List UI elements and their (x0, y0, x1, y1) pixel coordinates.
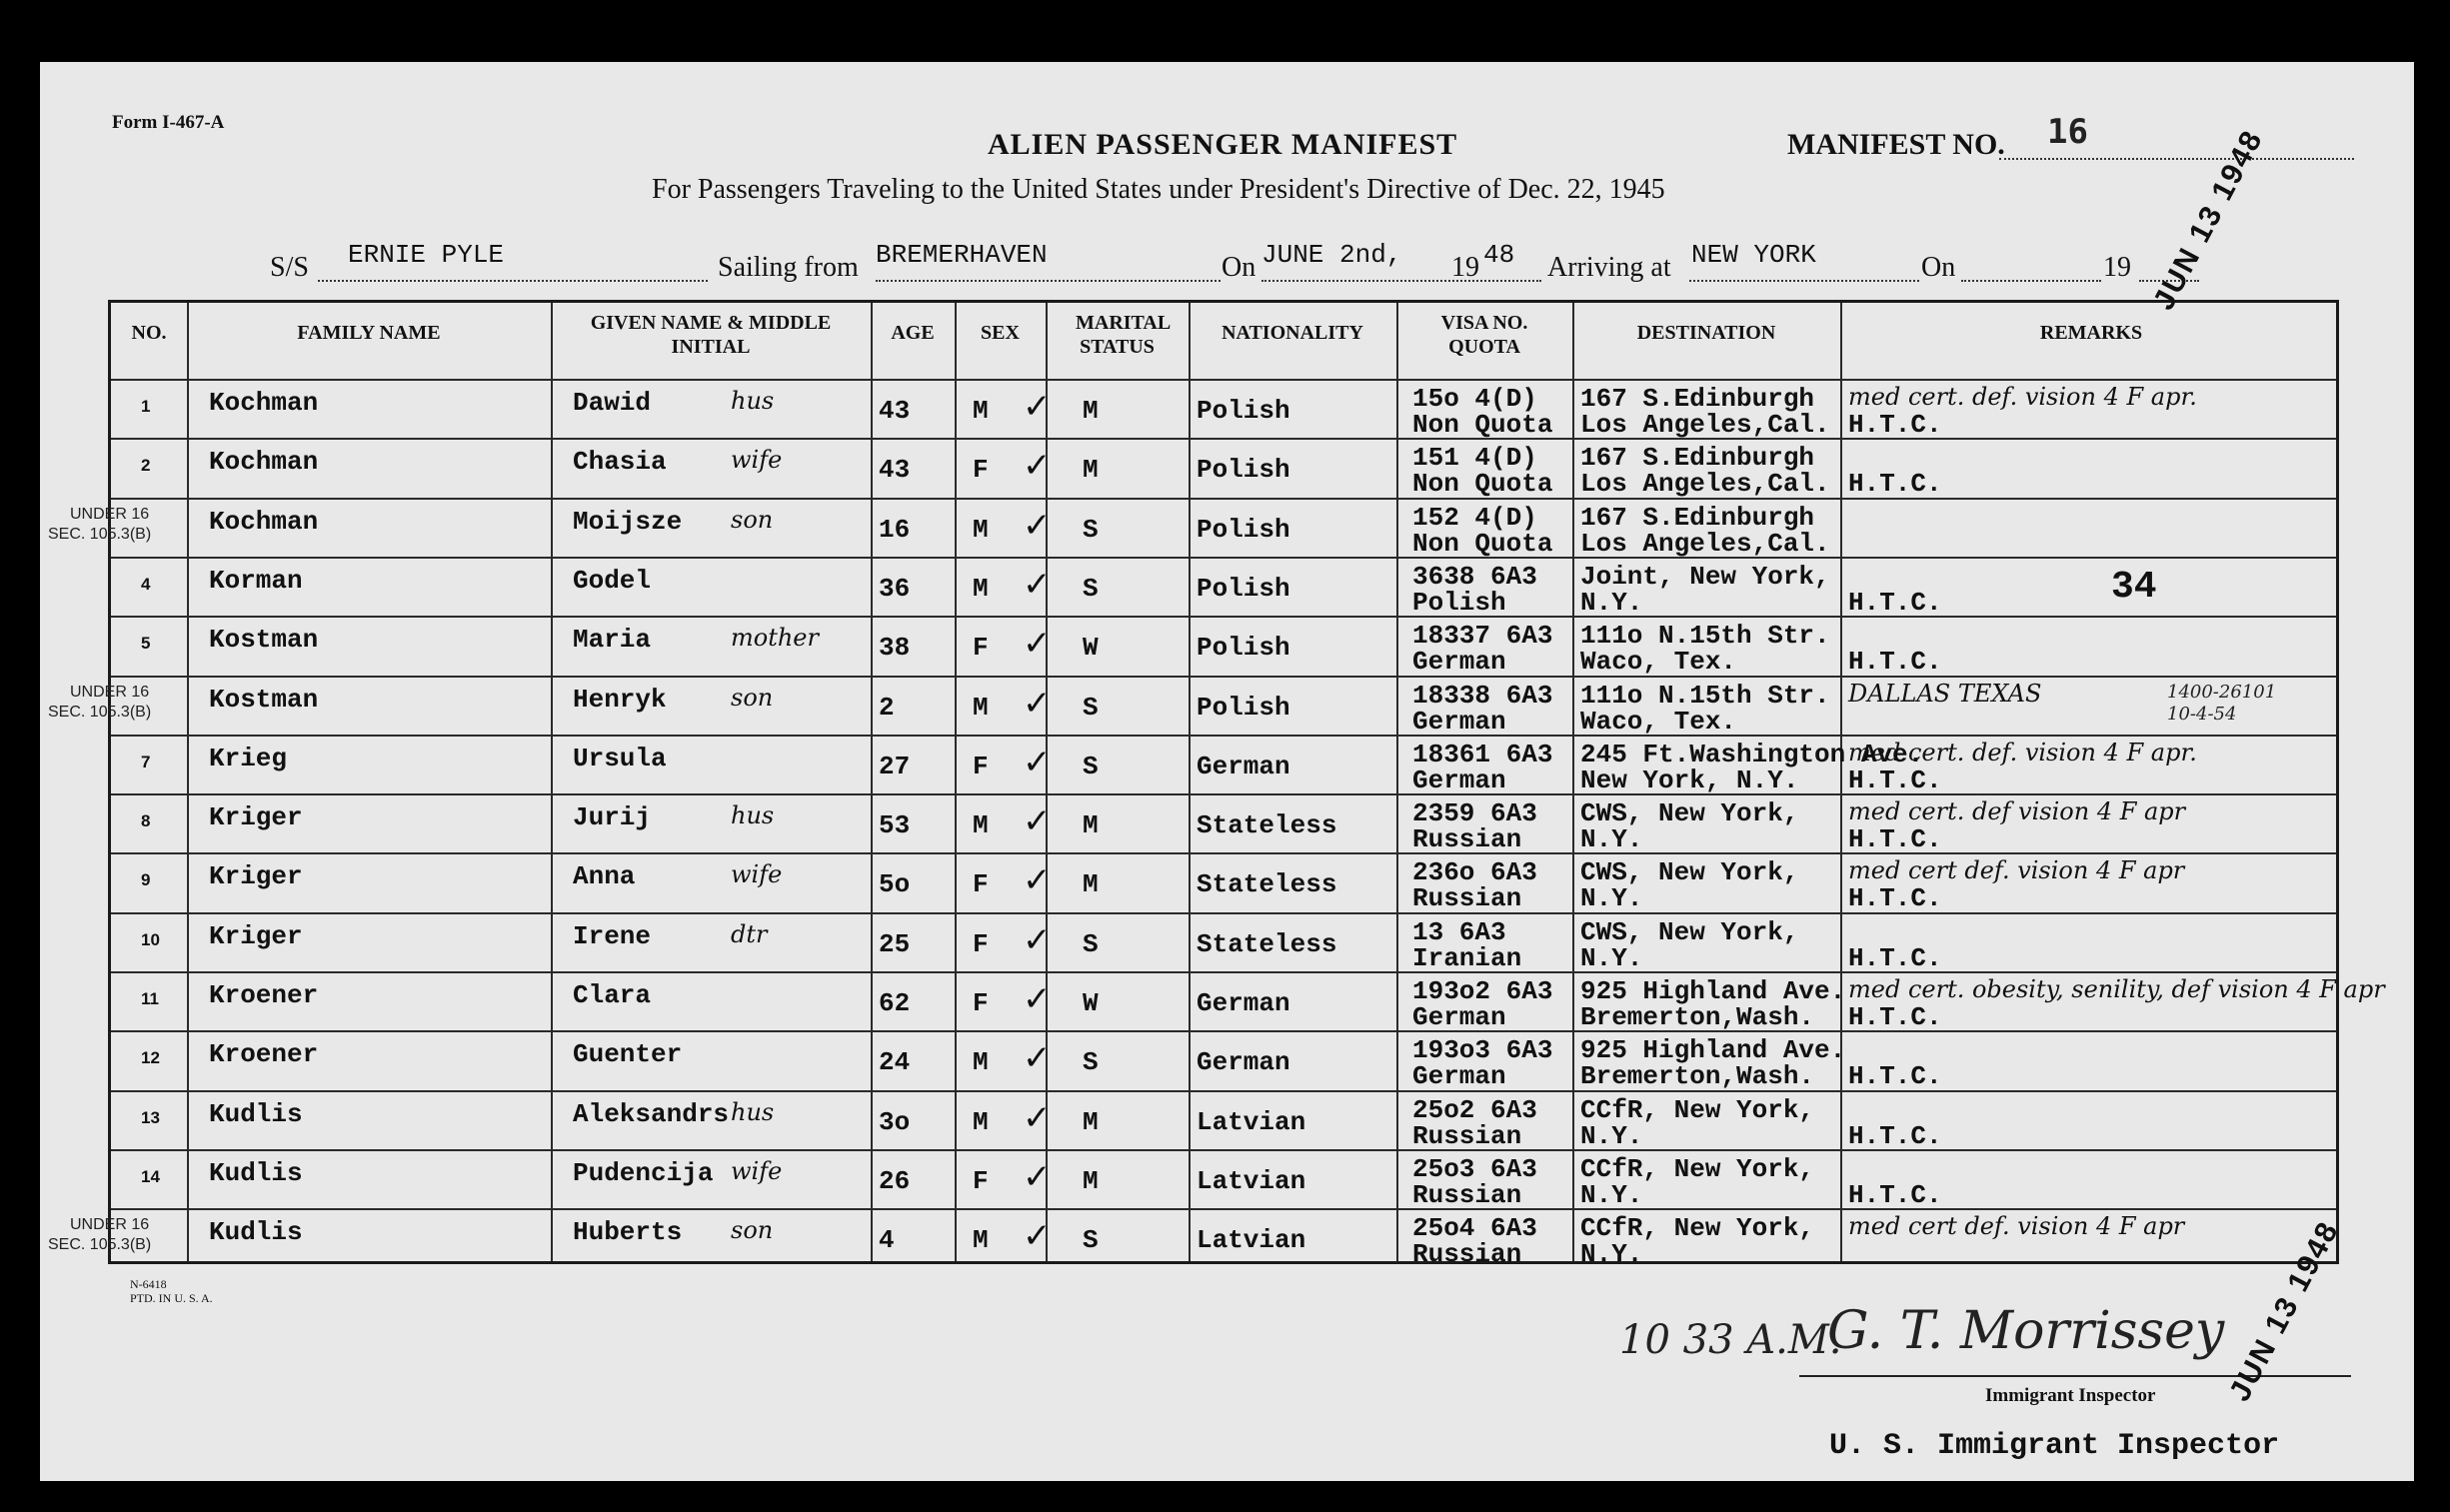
header-family-name: FAMILY NAME (297, 322, 441, 344)
row-rule (111, 793, 2336, 795)
marital-status: S (1083, 1047, 1099, 1078)
header-given-name: GIVEN NAME & MIDDLE INITIAL (590, 312, 832, 358)
row-number: 2 (141, 456, 151, 476)
quota: Polish (1412, 587, 1506, 618)
visa-number: 25o4 6A3 (1412, 1213, 1537, 1244)
age: 4 (879, 1225, 895, 1256)
nationality: Stateless (1197, 869, 1337, 900)
given-name: Chasia (573, 447, 667, 478)
year-suffix: 48 (1483, 240, 1515, 270)
remark-handwritten: med cert. def vision 4 F apr (1848, 797, 2186, 826)
destination-line-1: 925 Highland Ave. (1580, 976, 1846, 1006)
check-mark-icon: ✓ (1023, 564, 1052, 605)
marital-status: M (1083, 810, 1099, 841)
section-label: SEC. 105.3(B) (48, 703, 152, 721)
quota: Russian (1412, 883, 1522, 914)
age: 27 (879, 751, 911, 781)
check-mark-icon: ✓ (1023, 919, 1052, 960)
family-name: Kroener (209, 1039, 319, 1070)
remark-handwritten: DALLAS TEXAS (1848, 679, 2042, 708)
visa-number: 18337 6A3 (1412, 621, 1553, 652)
time-note: 10 33 A.M. (1619, 1317, 1842, 1363)
row-number: 9 (141, 870, 151, 890)
given-name: Anna (573, 861, 636, 892)
destination-line-2: N.Y. (1580, 883, 1643, 914)
family-name: Kudlis (209, 1157, 303, 1188)
nationality: Polish (1197, 514, 1290, 545)
check-mark-icon: ✓ (1023, 742, 1052, 782)
row-rule (111, 912, 2336, 914)
manifest-number: 16 (2047, 112, 2088, 152)
remark-htc: H.T.C. (1848, 1061, 1942, 1092)
age: 43 (879, 396, 911, 426)
relation-note: mother (731, 624, 819, 653)
quota: Non Quota (1412, 528, 1553, 559)
quota: German (1412, 1002, 1506, 1032)
sex: M (973, 1047, 989, 1078)
under-16-note (48, 1215, 151, 1255)
column-rule (871, 303, 873, 1261)
header-rule (111, 379, 2336, 381)
marital-status: W (1083, 988, 1099, 1018)
row-rule (111, 498, 2336, 500)
given-name: Aleksandrs (573, 1098, 730, 1129)
destination-line-2: N.Y. (1580, 1239, 1643, 1270)
nationality: Latvian (1197, 1165, 1306, 1196)
check-mark-icon: ✓ (1023, 505, 1052, 546)
destination-line-2: Bremerton,Wash. (1580, 1061, 1815, 1092)
relation-note: son (731, 683, 774, 712)
destination-line-1: CWS, New York, (1580, 857, 1799, 888)
row-rule (111, 1208, 2336, 1210)
date-stamp-top: JUN 13 1948 (2147, 124, 2270, 316)
relation-note: hus (731, 1097, 775, 1126)
arriving-label: Arriving at (1547, 252, 1671, 283)
family-name: Kochman (209, 388, 319, 418)
destination-line-1: 111o N.15th Str. (1580, 621, 1830, 652)
page-title: ALIEN PASSENGER MANIFEST (988, 128, 1458, 161)
destination-line-2: Bremerton,Wash. (1580, 1002, 1815, 1032)
row-rule (111, 438, 2336, 440)
inspector-typed: U. S. Immigrant Inspector (1829, 1429, 2280, 1463)
quota: German (1412, 706, 1506, 737)
sex: F (973, 928, 989, 959)
age: 5o (879, 869, 911, 900)
age: 3o (879, 1106, 911, 1137)
quota: Russian (1412, 1179, 1522, 1210)
destination-line-1: 925 Highland Ave. (1580, 1035, 1846, 1066)
age: 2 (879, 692, 895, 723)
destination-line-2: Los Angeles,Cal. (1580, 410, 1830, 440)
visa-number: 152 4(D) (1412, 502, 1537, 533)
quota: Russian (1412, 1239, 1522, 1270)
sex: M (973, 1225, 989, 1256)
section-label: SEC. 105.3(B) (48, 525, 152, 543)
under-16-label: UNDER 16 (70, 1216, 150, 1234)
nationality: German (1197, 1047, 1290, 1078)
column-rule (551, 303, 553, 1261)
relation-note: hus (731, 801, 775, 830)
marital-status: S (1083, 928, 1099, 959)
destination-line-1: 245 Ft.Washington Ave. (1580, 739, 1924, 769)
visa-number: 193o2 6A3 (1412, 976, 1553, 1006)
destination-line-1: 167 S.Edinburgh (1580, 502, 1815, 533)
quota: Iranian (1412, 942, 1522, 973)
date-line (1261, 280, 1541, 282)
destination-line-2: Los Angeles,Cal. (1580, 469, 1830, 500)
age: 62 (879, 988, 911, 1018)
family-name: Korman (209, 565, 303, 596)
under-16-note (48, 505, 151, 545)
destination-line-2: New York, N.Y. (1580, 764, 1799, 795)
quota: German (1412, 764, 1506, 795)
visa-number: 18338 6A3 (1412, 680, 1553, 711)
relation-note: wife (731, 1156, 783, 1185)
given-name: Guenter (573, 1039, 683, 1070)
marital-status: S (1083, 692, 1099, 723)
destination-line-1: CWS, New York, (1580, 916, 1799, 947)
ship-line (318, 280, 708, 282)
row-number: 5 (141, 634, 151, 654)
sex: M (973, 514, 989, 545)
on2-label: On (1921, 252, 1956, 283)
sex: M (973, 810, 989, 841)
quota: German (1412, 647, 1506, 678)
row-number: 1 (141, 397, 151, 416)
age: 43 (879, 455, 911, 486)
destination-line-2: N.Y. (1580, 1179, 1643, 1210)
marital-status: M (1083, 1106, 1099, 1137)
inspector-signature: G. T. Morrissey (1827, 1301, 2225, 1361)
under-16-label: UNDER 16 (70, 683, 150, 701)
visa-number: 151 4(D) (1412, 443, 1537, 474)
nationality: Polish (1197, 692, 1290, 723)
nationality: German (1197, 751, 1290, 781)
column-rule (187, 303, 189, 1261)
marital-status: S (1083, 514, 1099, 545)
check-mark-icon: ✓ (1023, 387, 1052, 427)
nationality: Latvian (1197, 1225, 1306, 1256)
row-rule (111, 971, 2336, 973)
family-name: Kudlis (209, 1098, 303, 1129)
ship-name: ERNIE PYLE (348, 240, 505, 270)
row-number: 14 (141, 1166, 160, 1186)
destination-line-1: 167 S.Edinburgh (1580, 443, 1815, 474)
row-number: 13 (141, 1107, 160, 1127)
destination-line-2: Waco, Tex. (1580, 706, 1737, 737)
row-rule (111, 557, 2336, 559)
age: 24 (879, 1047, 911, 1078)
destination-line-1: 111o N.15th Str. (1580, 680, 1830, 711)
age: 26 (879, 1165, 911, 1196)
quota: German (1412, 1061, 1506, 1092)
given-name: Clara (573, 980, 652, 1010)
marital-status: M (1083, 455, 1099, 486)
arrival-date-line (1961, 280, 2101, 282)
inspector-label: Immigrant Inspector (1985, 1385, 2156, 1406)
nationality: Stateless (1197, 928, 1337, 959)
remark-htc: H.T.C. (1848, 1179, 1942, 1210)
sex: F (973, 633, 989, 664)
given-name: Huberts (573, 1217, 683, 1248)
check-mark-icon: ✓ (1023, 1097, 1052, 1138)
nationality: German (1197, 988, 1290, 1018)
visa-number: 13 6A3 (1412, 916, 1506, 947)
year2-prefix: 19 (2103, 252, 2131, 283)
given-name: Dawid (573, 388, 652, 418)
ss-label: S/S (270, 252, 309, 283)
year-prefix: 19 (1451, 252, 1479, 283)
age: 25 (879, 928, 911, 959)
age: 38 (879, 633, 911, 664)
row-rule (111, 735, 2336, 737)
remark-handwritten: med cert. def. vision 4 F apr. (1848, 383, 2197, 411)
visa-number: 193o3 6A3 (1412, 1035, 1553, 1066)
sex: M (973, 396, 989, 426)
under-16-label: UNDER 16 (70, 505, 150, 523)
sex: F (973, 869, 989, 900)
row-rule (111, 616, 2336, 618)
destination-line-2: N.Y. (1580, 587, 1643, 618)
on-label: On (1222, 252, 1256, 283)
remark-htc: H.T.C. (1848, 764, 1942, 795)
check-mark-icon: ✓ (1023, 1156, 1052, 1197)
marital-status: S (1083, 573, 1099, 604)
given-name: Henryk (573, 684, 667, 715)
family-name: Kriger (209, 861, 303, 892)
destination-line-1: 167 S.Edinburgh (1580, 384, 1815, 414)
check-mark-icon: ✓ (1023, 860, 1052, 901)
remark-htc: H.T.C. (1848, 587, 1942, 618)
quota: Russian (1412, 1120, 1522, 1151)
form-number: Form I-467-A (112, 112, 225, 133)
marital-status: W (1083, 633, 1099, 664)
quota: Non Quota (1412, 469, 1553, 500)
column-rule (1189, 303, 1191, 1261)
remark-htc: H.T.C. (1848, 1120, 1942, 1151)
sailing-from-label: Sailing from (718, 252, 859, 283)
remark-htc: H.T.C. (1848, 824, 1942, 855)
header-destination: DESTINATION (1636, 322, 1776, 344)
visa-number: 25o3 6A3 (1412, 1153, 1537, 1184)
print-code-text: N-6418 (130, 1277, 167, 1291)
remark-handwritten: med cert. obesity, senility, def vision 4 F apr (1848, 975, 2385, 1003)
family-name: Kriger (209, 802, 303, 833)
given-name: Moijsze (573, 506, 683, 537)
destination-line-2: N.Y. (1580, 1120, 1643, 1151)
quota: Russian (1412, 824, 1522, 855)
visa-number: 3638 6A3 (1412, 561, 1537, 592)
under-16-note (48, 683, 151, 723)
family-name: Kostman (209, 625, 319, 656)
remark-htc: H.T.C. (1848, 410, 1942, 440)
row-rule (111, 852, 2336, 854)
destination-line-2: Los Angeles,Cal. (1580, 528, 1830, 559)
row-number: 8 (141, 811, 151, 831)
marital-status: M (1083, 396, 1099, 426)
relation-note: dtr (731, 919, 768, 948)
remark-handwritten: med cert. def. vision 4 F apr. (1848, 738, 2197, 766)
printed-in-text: PTD. IN U. S. A. (130, 1291, 213, 1305)
row-number: 7 (141, 752, 151, 771)
remark-htc: H.T.C. (1848, 942, 1942, 973)
check-mark-icon: ✓ (1023, 624, 1052, 665)
family-name: Kriger (209, 920, 303, 951)
row-rule (111, 1030, 2336, 1032)
manifest-table (108, 300, 2385, 1270)
age: 36 (879, 573, 911, 604)
remark-codes: 1400-26101 10-4-54 (2167, 682, 2277, 725)
remark-htc: H.T.C. (1848, 883, 1942, 914)
arrival-line (1689, 280, 1919, 282)
date-stamp-bottom: JUN 13 1948 (2223, 1215, 2346, 1407)
check-mark-icon: ✓ (1023, 979, 1052, 1019)
nationality: Polish (1197, 633, 1290, 664)
relation-note: wife (731, 446, 783, 475)
row-rule (111, 676, 2336, 678)
destination-line-2: N.Y. (1580, 942, 1643, 973)
destination-line-1: CCfR, New York, (1580, 1094, 1815, 1125)
column-rule (955, 303, 957, 1261)
row-rule (111, 1149, 2336, 1151)
column-rule (1572, 303, 1574, 1261)
header-age: AGE (891, 322, 935, 344)
nationality: Polish (1197, 573, 1290, 604)
visa-number: 2359 6A3 (1412, 798, 1537, 829)
nationality: Stateless (1197, 810, 1337, 841)
header-remarks: REMARKS (2039, 322, 2143, 344)
sex: F (973, 751, 989, 781)
arrival-port: NEW YORK (1691, 240, 1816, 270)
remark-htc: H.T.C. (1848, 1002, 1942, 1032)
manifest-no-label: MANIFEST NO. (1787, 128, 2005, 161)
manifest-no-line (1999, 158, 2354, 160)
family-name: Kroener (209, 980, 319, 1010)
section-label: SEC. 105.3(B) (48, 1236, 152, 1254)
given-name: Godel (573, 565, 652, 596)
check-mark-icon: ✓ (1023, 1038, 1052, 1079)
given-name: Pudencija (573, 1157, 714, 1188)
check-mark-icon: ✓ (1023, 801, 1052, 842)
given-name: Ursula (573, 743, 667, 773)
header-marital-status: MARITAL STATUS (1076, 312, 1172, 358)
check-mark-icon: ✓ (1023, 1216, 1052, 1257)
relation-note: hus (731, 387, 775, 415)
visa-number: 15o 4(D) (1412, 384, 1537, 414)
destination-line-1: CCfR, New York, (1580, 1213, 1815, 1244)
marital-status: S (1083, 1225, 1099, 1256)
header-visa-quota: VISA NO. QUOTA (1440, 312, 1528, 358)
port-line (876, 280, 1221, 282)
remark-handwritten: med cert def. vision 4 F apr (1848, 856, 2185, 885)
check-mark-icon: ✓ (1023, 683, 1052, 724)
marital-status: M (1083, 1165, 1099, 1196)
marital-status: M (1083, 869, 1099, 900)
page-number-note: 34 (2111, 566, 2157, 609)
quota: Non Quota (1412, 410, 1553, 440)
relation-note: son (731, 505, 774, 534)
row-number: 11 (141, 989, 159, 1008)
marital-status: S (1083, 751, 1099, 781)
relation-note: wife (731, 860, 783, 889)
nationality: Polish (1197, 455, 1290, 486)
page-subtitle: For Passengers Traveling to the United States under President's Directive of Dec. 22, 1945 (652, 174, 1665, 205)
destination-line-1: CCfR, New York, (1580, 1153, 1815, 1184)
row-number: 4 (141, 574, 151, 594)
print-code (130, 1277, 213, 1305)
destination-line-1: Joint, New York, (1580, 561, 1830, 592)
visa-number: 18361 6A3 (1412, 739, 1553, 769)
age: 53 (879, 810, 911, 841)
remark-handwritten: med cert def. vision 4 F apr (1848, 1212, 2185, 1241)
family-name: Krieg (209, 743, 288, 773)
family-name: Kochman (209, 447, 319, 478)
sex: F (973, 1165, 989, 1196)
visa-number: 236o 6A3 (1412, 857, 1537, 888)
sex: M (973, 573, 989, 604)
nationality: Latvian (1197, 1106, 1306, 1137)
remark-htc: H.T.C. (1848, 469, 1942, 500)
sex: M (973, 1106, 989, 1137)
destination-line-2: Waco, Tex. (1580, 647, 1737, 678)
sex: F (973, 455, 989, 486)
header-nationality: NATIONALITY (1222, 322, 1363, 344)
given-name: Jurij (573, 802, 652, 833)
destination-line-1: CWS, New York, (1580, 798, 1799, 829)
check-mark-icon: ✓ (1023, 446, 1052, 487)
sex: F (973, 988, 989, 1018)
row-number: 10 (141, 929, 160, 949)
family-name: Kudlis (209, 1217, 303, 1248)
departure-date: JUNE 2nd, (1261, 240, 1402, 270)
remark-htc: H.T.C. (1848, 647, 1942, 678)
family-name: Kochman (209, 506, 319, 537)
given-name: Maria (573, 625, 652, 656)
column-rule (1396, 303, 1398, 1261)
given-name: Irene (573, 920, 652, 951)
row-number: 12 (141, 1048, 160, 1068)
header-sex: SEX (981, 322, 1020, 344)
relation-note: son (731, 1216, 774, 1245)
age: 16 (879, 514, 911, 545)
nationality: Polish (1197, 396, 1290, 426)
column-rule (1840, 303, 1842, 1261)
departure-port: BREMERHAVEN (876, 240, 1048, 270)
sex: M (973, 692, 989, 723)
visa-number: 25o2 6A3 (1412, 1094, 1537, 1125)
row-rule (111, 1090, 2336, 1092)
header-no: NO. (131, 322, 167, 344)
family-name: Kostman (209, 684, 319, 715)
destination-line-2: N.Y. (1580, 824, 1643, 855)
